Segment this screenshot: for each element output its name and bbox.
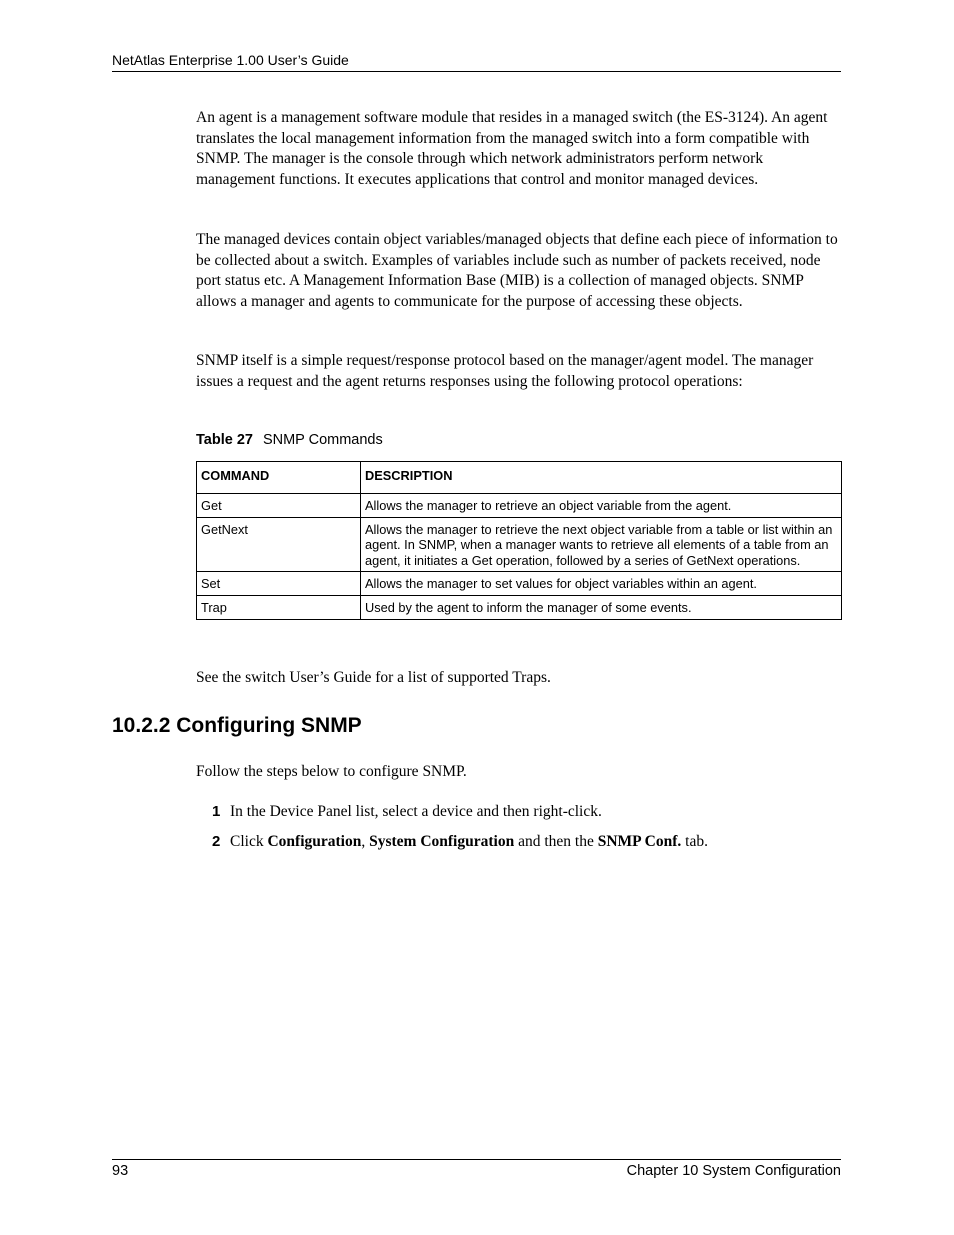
column-header-command: COMMAND xyxy=(197,462,361,494)
description-cell: Used by the agent to inform the manager of some events. xyxy=(361,595,842,619)
table-caption xyxy=(196,432,383,449)
table-caption-label: Table 27 xyxy=(196,432,253,448)
paragraph-traps-note: See the switch User’s Guide for a list of supported Traps. xyxy=(196,669,551,686)
description-cell: Allows the manager to retrieve the next object variable from a table or list within an agent. In SNMP, when a manager wants to retrieve all elements of a table from an agent, it initiates a Get operation, followed by a series of GetNext operations. xyxy=(361,517,842,572)
menu-configuration: Configuration xyxy=(267,833,362,850)
paragraph-snmp-protocol: SNMP itself is a simple request/response protocol based on the manager/agent model. The manager issues a request and the agent returns responses using the following protocol operations: xyxy=(196,352,814,390)
step-2 xyxy=(212,832,841,852)
snmp-commands-table xyxy=(196,461,842,620)
command-cell: Set xyxy=(197,572,361,596)
step-text-mid: and then the xyxy=(514,833,598,850)
command-cell: GetNext xyxy=(197,517,361,572)
header-rule xyxy=(112,71,841,72)
step-number: 2 xyxy=(212,833,221,850)
step-number: 1 xyxy=(212,803,221,820)
description-cell: Allows the manager to set values for object variables within an agent. xyxy=(361,572,842,596)
paragraph-managed-devices: The managed devices contain object variables/managed objects that define each piece of information to be collected about a switch. Examples of variables include such as number of packets received, node port status etc. A Management Information Base (MIB) is a collection of managed objects. SNMP allows a manager and agents to communicate for the purpose of accessing these objects. xyxy=(196,231,838,310)
table-caption-title: SNMP Commands xyxy=(262,432,383,448)
step-text-sep: , xyxy=(361,833,370,850)
menu-system-configuration: System Configuration xyxy=(369,833,515,850)
step-text: In the Device Panel list, select a device and then right-click. xyxy=(230,803,602,820)
table-row xyxy=(197,595,842,619)
chapter-title: Chapter 10 System Configuration xyxy=(626,1163,841,1179)
step-1 xyxy=(212,802,841,822)
step-text-pre: Click xyxy=(230,833,268,850)
table-row xyxy=(197,572,842,596)
table-row xyxy=(197,517,842,572)
section-heading: 10.2.2 Configuring SNMP xyxy=(112,714,362,737)
page-number: 93 xyxy=(112,1163,129,1179)
paragraph-agent: An agent is a management software module that resides in a managed switch (the ES-3124). An agent translates the local management information from the managed switch into a form compatible with SNMP. The manager is the console through which network administrators perform network management functions. It executes applications that control and monitor managed devices. xyxy=(196,109,828,188)
section-intro: Follow the steps below to configure SNMP. xyxy=(196,763,467,780)
command-cell: Trap xyxy=(197,595,361,619)
running-header: NetAtlas Enterprise 1.00 User’s Guide xyxy=(112,52,349,68)
footer-rule xyxy=(112,1159,841,1160)
column-header-description: DESCRIPTION xyxy=(361,462,842,494)
step-text-post: tab. xyxy=(681,833,708,850)
table-header-row xyxy=(197,462,842,494)
tab-snmp-conf: SNMP Conf. xyxy=(597,833,682,850)
table-row xyxy=(197,494,842,518)
command-cell: Get xyxy=(197,494,361,518)
description-cell: Allows the manager to retrieve an object variable from the agent. xyxy=(361,494,842,518)
